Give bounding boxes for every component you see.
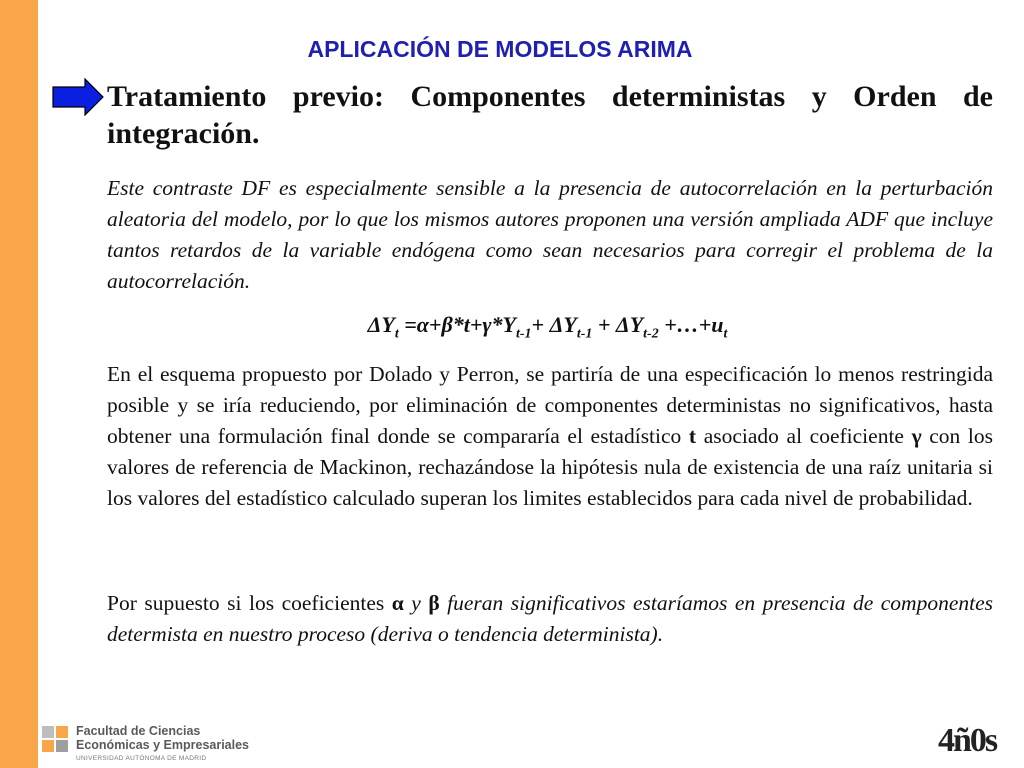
logo-text-line1: Facultad de Ciencias bbox=[76, 724, 201, 738]
paragraph-deterministic-components: Por supuesto si los coeficientes α y β fueran significativos estaríamos en presencia de componentes determista en nuestro proceso (deriva o tendencia determinista). bbox=[107, 591, 993, 646]
faculty-logo-icon bbox=[42, 726, 69, 754]
logo-text-university: UNIVERSIDAD AUTÓNOMA DE MADRID bbox=[76, 755, 207, 762]
slide-title: APLICACIÓN DE MODELOS ARIMA bbox=[307, 36, 693, 62]
faculty-logo bbox=[42, 726, 262, 764]
paragraph-df-test: Este contraste DF es especialmente sensible a la presencia de autocorrelación en la perturbación aleatoria del modelo, por lo que los mismos autores proponen una versión ampliada ADF que incluye tantos retardos de la variable endógena como sean necesarios para corregir el problema de la autocorrelación. bbox=[107, 176, 993, 293]
adf-equation: $\Delta Y_t =\alpha+\beta*t+\gamma*Y_{t-1}+ \Delta Y_{t-1} + \Delta Y_{t-2}$ $+\dots+u_t$ bbox=[367, 312, 728, 342]
anniversary-mark: 4ñ0s bbox=[938, 722, 997, 759]
left-accent-bar bbox=[0, 0, 38, 768]
right-arrow-icon bbox=[52, 78, 104, 116]
paragraph-dolado-perron: En el esquema propuesto por Dolado y Perron, se partiría de una especificación lo menos restringida posible y se iría reduciendo, por eliminación de componentes deterministas no significativos, hasta obtener una formulación final donde se compararía el estadístico t asociado al coeficiente γ con los valores de referencia de Mackinon, rechazándose la hipótesis nula de existencia de una raíz unitaria si los valores del estadístico calculado superan los limites establecidos para cada nivel de probabilidad. bbox=[107, 362, 993, 510]
logo-text-line2: Económicas y Empresariales bbox=[76, 738, 250, 752]
section-heading: Tratamiento previo: Componentes deterministas y Orden de integración. bbox=[107, 80, 993, 150]
